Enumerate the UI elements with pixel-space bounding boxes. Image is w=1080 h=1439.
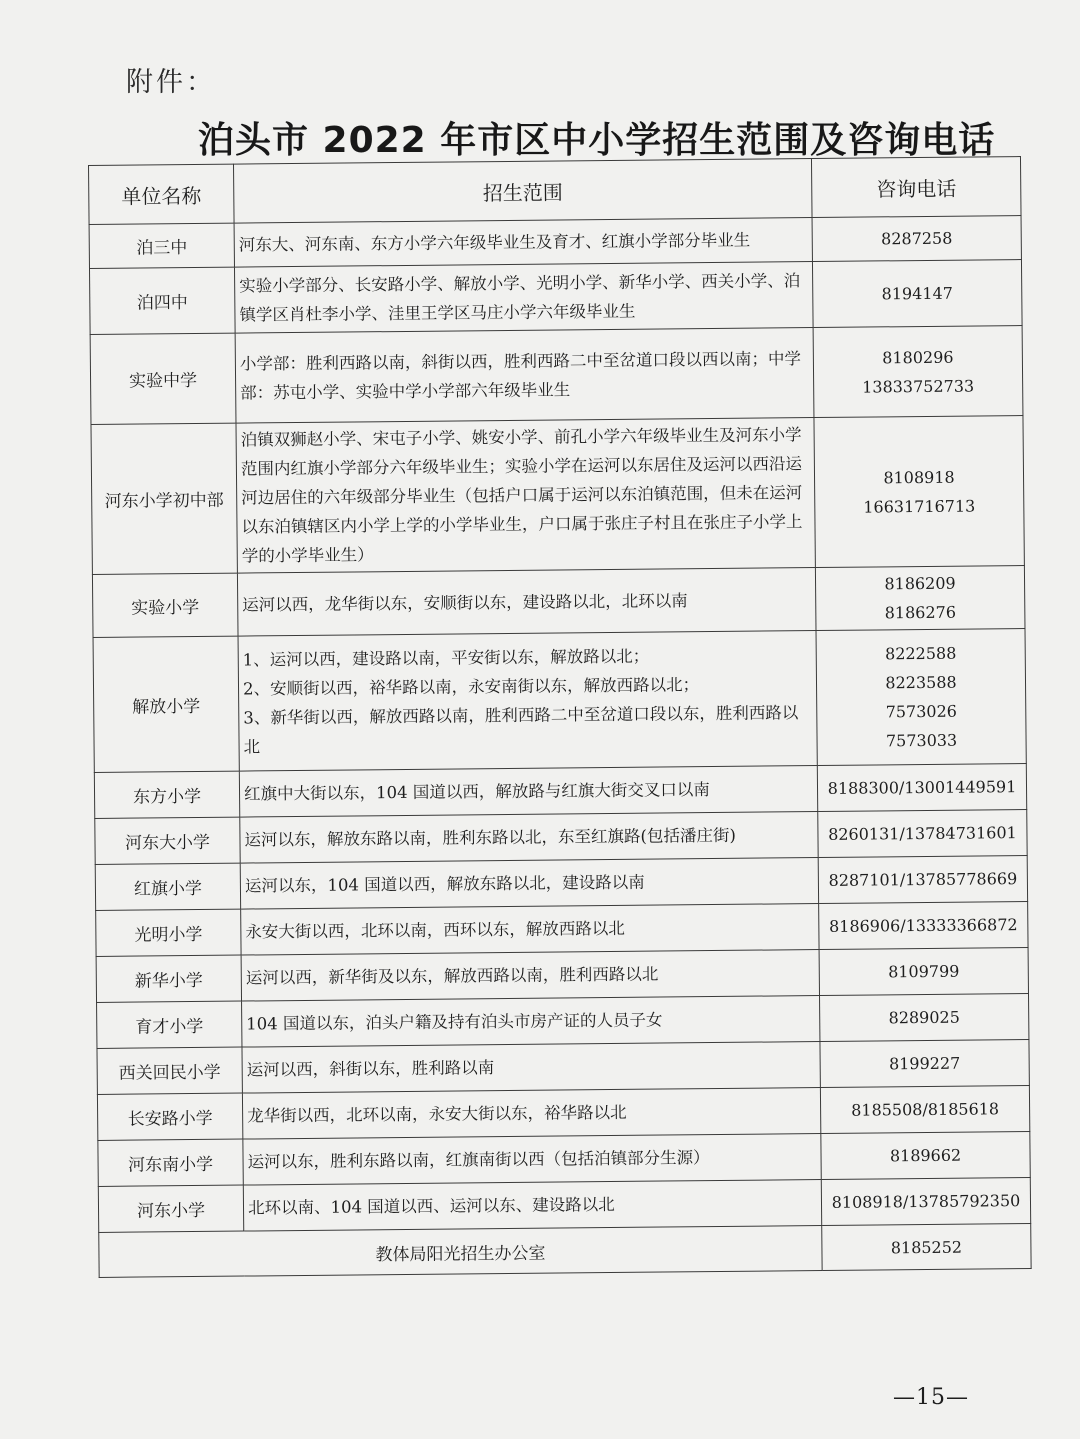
scope-line: 1、运河以西，建设路以南，平安街以东，解放路以北；: [242, 646, 650, 670]
enrollment-scope: [238, 631, 817, 772]
phone-number: 8222588: [884, 643, 957, 664]
phone-cell: [814, 416, 1024, 568]
office-name: 教体局阳光招生办公室: [99, 1226, 822, 1278]
phone-number: 8287101/13785778669: [828, 869, 1018, 890]
phone-number: 8108918/13785792350: [831, 1191, 1021, 1212]
phone-number: 8188300/13001449591: [827, 777, 1017, 798]
enrollment-scope: 实验小学部分、长安路小学、解放小学、光明小学、新华小学、西关小学、泊镇学区肖杜李小学、洼里王学区马庄小学六年级毕业生: [234, 262, 813, 334]
phone-cell: [819, 948, 1028, 996]
scope-line: 2、安顺街以西，裕华路以南，永安南街以东，解放西路以北；: [242, 675, 700, 699]
unit-name: 河东小学初中部: [91, 423, 237, 574]
phone-number: 8223588: [885, 672, 957, 693]
phone-cell: [820, 994, 1029, 1042]
phone-cell: [812, 260, 1022, 328]
phone-cell: [813, 326, 1023, 418]
phone-number: 7573033: [885, 730, 958, 751]
phone-number: 8194147: [881, 283, 953, 304]
scope-line: 3、新华街以西，解放西路以南，胜利西路二中至岔道口段以东，胜利西路以北: [243, 703, 799, 757]
phone-cell: [821, 1178, 1030, 1226]
phone-number: 8186276: [884, 602, 957, 623]
phone-cell: [817, 764, 1026, 812]
phone-cell: [820, 1086, 1029, 1134]
unit-name: 新华小学: [96, 955, 241, 1002]
office-phone: 8185252: [822, 1223, 1031, 1270]
attachment-label: 附件：: [126, 67, 216, 98]
enrollment-scope: 红旗中大街以东，104 国道以西，解放路与红旗大街交叉口以南: [239, 766, 817, 818]
enrollment-scope: 北环以南、104 国道以西、运河以东、建设路以北: [243, 1180, 821, 1232]
unit-name: 红旗小学: [95, 863, 240, 910]
unit-name: 西关回民小学: [97, 1047, 242, 1094]
enrollment-scope: 小学部：胜利西路以南，斜街以西，胜利西路二中至岔道口段以西以南；中学部：苏屯小学、实验中学小学部六年级毕业生: [235, 328, 814, 424]
table-header-row: [89, 157, 1022, 225]
phone-number: 8109799: [888, 961, 960, 982]
phone-number: 8185508/8185618: [851, 1099, 1000, 1120]
enrollment-scope: 运河以东，解放东路以南，胜利东路以北，东至红旗路(包括潘庄街): [240, 812, 818, 864]
table-row: [90, 326, 1023, 425]
unit-name: 河东小学: [98, 1185, 243, 1232]
unit-name: 东方小学: [94, 771, 239, 818]
phone-cell: [816, 629, 1026, 766]
enrollment-scope: 永安大街以西，北环以南，西环以东，解放西路以北: [241, 904, 819, 956]
phone-number: 8180296: [882, 347, 954, 367]
enrollment-scope: 运河以东，胜利东路以南，红旗南街以西（包括泊镇部分生源）: [243, 1134, 821, 1186]
table-row: [93, 629, 1026, 773]
phone-number: 16631716713: [863, 495, 976, 517]
enrollment-scope: 运河以西，新华街及以东，解放西路以南，胜利西路以北: [241, 950, 819, 1002]
enrollment-scope: 104 国道以东，泊头户籍及持有泊头市房产证的人员子女: [242, 996, 820, 1048]
enrollment-scope: 龙华街以西，北环以南，永安大街以东，裕华路以北: [242, 1088, 820, 1140]
phone-number: 8289025: [888, 1007, 960, 1028]
phone-number: 8287258: [881, 228, 953, 249]
unit-name: 解放小学: [93, 636, 239, 772]
enrollment-scope: 运河以东，104 国道以西，解放东路以北，建设路以南: [240, 858, 818, 910]
unit-name: 泊三中: [89, 223, 234, 268]
phone-cell: [818, 856, 1027, 904]
unit-name: 长安路小学: [97, 1093, 242, 1140]
unit-name: 泊四中: [89, 267, 235, 334]
phone-number: 8260131/13784731601: [828, 823, 1017, 844]
phone-number: 8186209: [884, 573, 956, 594]
phone-number: 13833752733: [862, 376, 975, 397]
phone-number: 8189662: [889, 1145, 962, 1166]
phone-number: 8186906/13333366872: [828, 915, 1018, 936]
footer-row: [99, 1223, 1031, 1277]
unit-name: 光明小学: [96, 909, 241, 956]
phone-cell: [818, 810, 1027, 858]
phone-number: 8108918: [883, 467, 955, 487]
enrollment-scope: 河东大、河东南、东方小学六年级毕业生及育才、红旗小学部分毕业生: [234, 218, 812, 268]
phone-cell: [815, 566, 1025, 631]
phone-cell: [820, 1040, 1029, 1088]
phone-number: 8199227: [888, 1053, 961, 1074]
enrollment-scope: 运河以西，斜街以东，胜利路以南: [242, 1042, 820, 1094]
unit-name: 实验中学: [90, 333, 236, 424]
phone-cell: [812, 216, 1021, 262]
page-number: —15—: [893, 1385, 969, 1410]
unit-name: 河东南小学: [98, 1139, 243, 1186]
phone-cell: [821, 1132, 1030, 1180]
header-phone: 咨询电话: [811, 157, 1021, 218]
table-row: [91, 416, 1024, 575]
table-row: [89, 260, 1022, 335]
phone-number: 7573026: [885, 701, 957, 722]
header-enrollment-scope: 招生范围: [233, 159, 812, 224]
unit-name: 实验小学: [92, 573, 238, 637]
enrollment-table: [88, 156, 1032, 1278]
unit-name: 河东大小学: [95, 817, 240, 864]
table-row: [92, 566, 1025, 638]
document-title: 泊头市 2022 年市区中小学招生范围及咨询电话: [198, 120, 996, 161]
phone-cell: [819, 902, 1028, 950]
enrollment-scope: 泊镇双狮赵小学、宋屯子小学、姚安小学、前孔小学六年级毕业生及河东小学范围内红旗小学部分六年级毕业生；实验小学在运河以东居住及运河以西沿运河边居住的六年级部分毕业生（包括户口属于运河以东泊镇范围，但未在运河以东泊镇辖区内小学上学的小学毕业生，户口属于张庄子村且在张庄子小学上学的小学毕业生）: [236, 418, 815, 574]
unit-name: 育才小学: [97, 1001, 242, 1048]
header-unit-name: 单位名称: [89, 164, 235, 224]
enrollment-scope: 运河以西，龙华街以东，安顺街以东，建设路以北，北环以南: [237, 568, 816, 637]
